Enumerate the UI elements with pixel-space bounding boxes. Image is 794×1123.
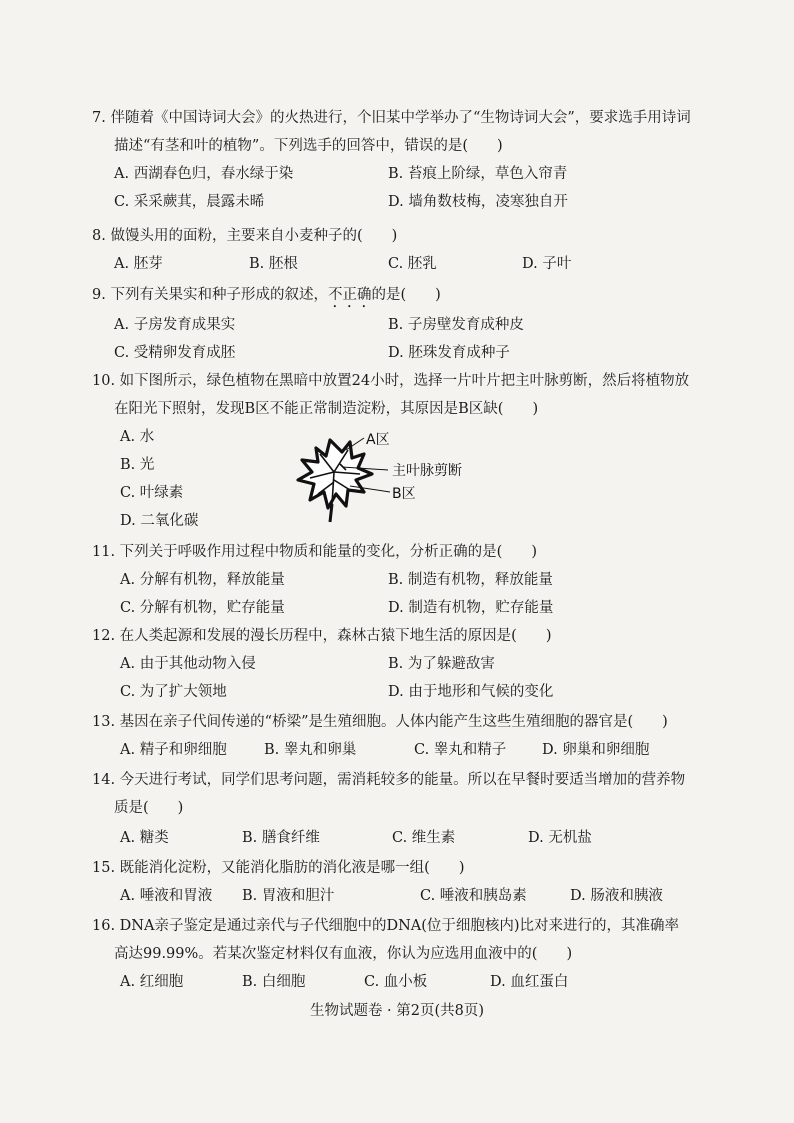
question-13 <box>92 708 702 764</box>
option-d[interactable]: D. 无机盐 <box>528 830 592 846</box>
leaf-drawing <box>298 438 390 522</box>
option-c[interactable]: C. 维生素 <box>392 830 456 846</box>
option-d[interactable]: D. 血红蛋白 <box>490 974 569 990</box>
options-row <box>92 824 702 852</box>
options-row-2 <box>92 594 702 622</box>
question-number: 10. <box>92 373 116 389</box>
option-a[interactable]: A. 精子和卵细胞 <box>120 742 227 758</box>
stem-line-2: 描述“有茎和叶的植物”。下列选手的回答中，错误的是( ) <box>114 138 503 154</box>
option-b[interactable]: B. 胃液和胆汁 <box>242 888 335 904</box>
question-9 <box>92 281 702 367</box>
question-stem <box>92 854 702 882</box>
stem-line-1: 如下图所示，绿色植物在黑暗中放置24小时，选择一片叶片把主叶脉剪断，然后将植物放 <box>119 373 690 389</box>
stem-text-end: 的是( ) <box>371 287 441 303</box>
question-stem <box>92 538 702 566</box>
stem-line-1: 今天进行考试，同学们思考问题，需消耗较多的能量。所以在早餐时要适当增加的营养物 <box>119 772 686 788</box>
option-d[interactable]: D. 胚珠发育成种子 <box>388 345 510 361</box>
option-a[interactable]: A. 唾液和胃液 <box>120 888 213 904</box>
question-number: 11. <box>92 544 116 560</box>
option-a[interactable]: A. 胚芽 <box>114 256 163 272</box>
option-a[interactable]: A. 水 <box>120 429 155 445</box>
question-11 <box>92 538 702 622</box>
stem-line-1: 下列关于呼吸作用过程中物质和能量的变化，分析正确的是( ) <box>119 544 537 560</box>
option-b[interactable]: B. 为了躲避敌害 <box>388 656 495 672</box>
option-a[interactable]: A. 红细胞 <box>120 974 184 990</box>
stem-emphasis: 不正确 <box>327 287 372 303</box>
options-row <box>92 968 702 996</box>
page-footer: 生物试题卷 · 第2页(共8页) <box>309 1003 485 1019</box>
question-number: 14. <box>92 772 116 788</box>
question-stem <box>92 281 702 311</box>
option-b[interactable]: B. 苔痕上阶绿，草色入帘青 <box>388 166 568 182</box>
options-row-1 <box>92 650 702 678</box>
question-stem <box>92 104 702 132</box>
question-7 <box>92 104 702 216</box>
stem-line-2: 质是( ) <box>114 800 184 816</box>
stem-line-2: 高达99.99%。若某次鉴定材料仅有血液，你认为应选用血液中的( ) <box>114 946 573 962</box>
option-d[interactable]: D. 墙角数枝梅，凌寒独自开 <box>388 194 568 210</box>
option-d[interactable]: D. 由于地形和气候的变化 <box>388 684 554 700</box>
question-number: 15. <box>92 860 116 876</box>
option-c[interactable]: C. 胚乳 <box>388 256 437 272</box>
option-a[interactable]: A. 分解有机物，释放能量 <box>120 572 285 588</box>
options-row <box>92 736 702 764</box>
options-row-2 <box>92 188 702 216</box>
option-c[interactable]: C. 采采蕨萁，晨露未晞 <box>114 194 265 210</box>
option-c[interactable]: C. 受精卵发育成胚 <box>114 345 236 361</box>
question-stem <box>92 912 702 940</box>
question-stem <box>92 622 702 650</box>
option-d[interactable]: D. 制造有机物，贮存能量 <box>388 600 554 616</box>
question-12 <box>92 622 702 706</box>
stem-line-1: 在人类起源和发展的漫长历程中，森林古猿下地生活的原因是( ) <box>119 628 552 644</box>
option-c[interactable]: C. 分解有机物，贮存能量 <box>120 600 285 616</box>
stem-line-1: 既能消化淀粉，又能消化脂肪的消化液是哪一组( ) <box>119 860 465 876</box>
option-c[interactable]: C. 叶绿素 <box>120 485 184 501</box>
option-c[interactable]: C. 血小板 <box>364 974 428 990</box>
question-number: 13. <box>92 714 116 730</box>
option-c[interactable]: C. 唾液和胰岛素 <box>420 888 527 904</box>
question-stem <box>92 708 702 736</box>
option-d[interactable]: D. 子叶 <box>522 256 572 272</box>
stem-line-1: 伴随着《中国诗词大会》的火热进行，个旧某中学举办了“生物诗词大会”，要求选手用诗词 <box>110 110 691 126</box>
question-number: 12. <box>92 628 116 644</box>
question-15 <box>92 854 702 910</box>
options-row-1 <box>92 160 702 188</box>
option-d[interactable]: D. 二氧化碳 <box>120 513 199 529</box>
option-b[interactable]: B. 胚根 <box>249 256 298 272</box>
question-16 <box>92 912 702 996</box>
label-main-vein-cut: 主叶脉剪断 <box>392 463 462 479</box>
options-row-1 <box>92 566 702 594</box>
question-number: 9. <box>92 287 106 303</box>
option-b[interactable]: B. 膳食纤维 <box>242 830 320 846</box>
question-number: 16. <box>92 918 116 934</box>
option-b[interactable]: B. 子房壁发育成种皮 <box>388 317 524 333</box>
question-8 <box>92 222 702 278</box>
options-row-2 <box>92 678 702 706</box>
stem-line-2: 在阳光下照射，发现B区不能正常制造淀粉，其原因是B区缺( ) <box>114 401 539 417</box>
option-c[interactable]: C. 睾丸和精子 <box>414 742 507 758</box>
option-b[interactable]: B. 白细胞 <box>242 974 306 990</box>
options-row-2 <box>92 339 702 367</box>
options-row <box>92 250 702 278</box>
question-number: 7. <box>92 110 106 126</box>
question-14 <box>92 766 702 852</box>
question-number: 8. <box>92 228 106 244</box>
options-row-1 <box>92 311 702 339</box>
label-b-zone: B区 <box>392 486 416 502</box>
stem-line-1: DNA亲子鉴定是通过亲代与子代细胞中的DNA(位于细胞核内)比对来进行的，其准确率 <box>119 918 680 934</box>
question-stem <box>92 766 702 794</box>
option-a[interactable]: A. 糖类 <box>120 830 169 846</box>
question-stem <box>92 367 702 395</box>
option-d[interactable]: D. 卵巢和卵细胞 <box>542 742 650 758</box>
option-a[interactable]: A. 由于其他动物入侵 <box>120 656 256 672</box>
option-b[interactable]: B. 制造有机物，释放能量 <box>388 572 553 588</box>
options-row <box>92 882 702 910</box>
leaf-figure <box>290 430 480 530</box>
option-a[interactable]: A. 西湖春色归，春水绿于染 <box>114 166 294 182</box>
stem-line-1: 基因在亲子代间传递的“桥梁”是生殖细胞。人体内能产生这些生殖细胞的器官是( ) <box>119 714 668 730</box>
option-c[interactable]: C. 为了扩大领地 <box>120 684 227 700</box>
option-b[interactable]: B. 睾丸和卵巢 <box>264 742 357 758</box>
option-b[interactable]: B. 光 <box>120 457 155 473</box>
label-a-zone: A区 <box>366 432 390 448</box>
stem-line-1: 做馒头用的面粉，主要来自小麦种子的( ) <box>110 228 398 244</box>
stem-text: 下列有关果实和种子形成的叙述， <box>110 287 328 303</box>
option-a[interactable]: A. 子房发育成果实 <box>114 317 236 333</box>
option-d[interactable]: D. 肠液和胰液 <box>570 888 663 904</box>
question-stem <box>92 222 702 250</box>
